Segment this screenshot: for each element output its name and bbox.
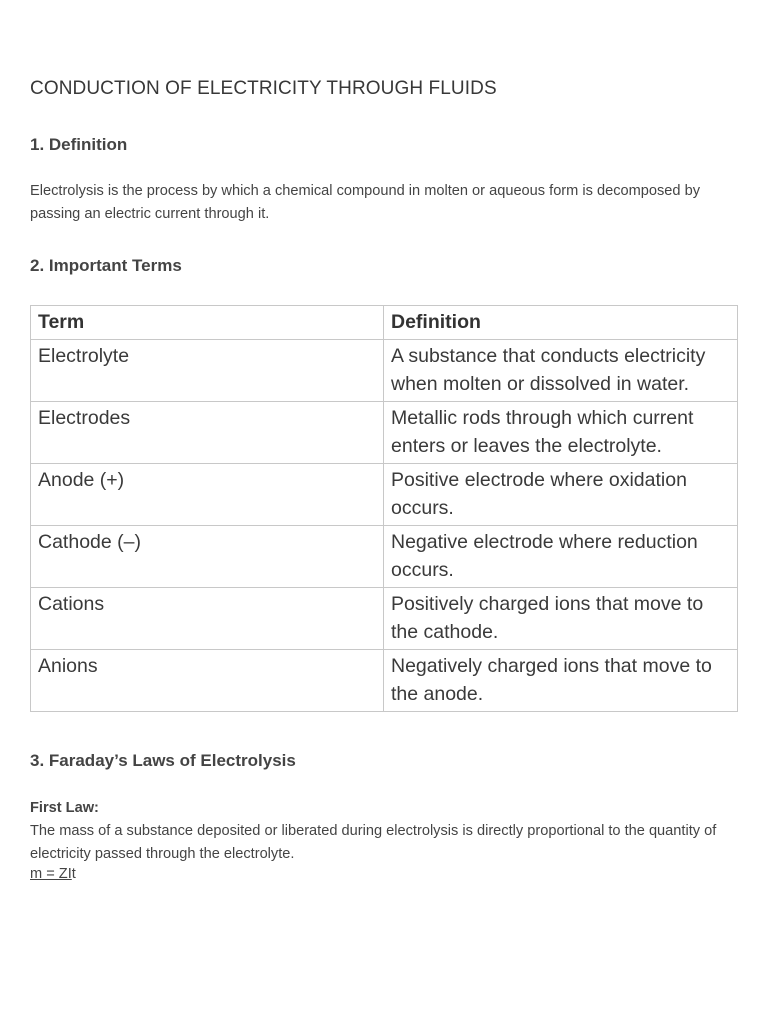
table-row xyxy=(31,650,738,712)
table-row xyxy=(31,340,738,402)
section-heading-definition: 1. Definition xyxy=(30,135,128,154)
document-title: CONDUCTION OF ELECTRICITY THROUGH FLUIDS xyxy=(30,78,497,99)
definition-cell: Negative electrode where reduction occurs. xyxy=(384,526,738,588)
table-row xyxy=(31,464,738,526)
term-cell: Anions xyxy=(31,650,384,712)
first-law-label: First Law: xyxy=(30,800,99,816)
term-cell: Electrodes xyxy=(31,402,384,464)
terms-table xyxy=(30,305,738,712)
definition-cell: A substance that conducts electricity when molten or dissolved in water. xyxy=(384,340,738,402)
table-row xyxy=(31,588,738,650)
definition-cell: Positive electrode where oxidation occurs. xyxy=(384,464,738,526)
formula-main: m = ZI xyxy=(30,866,72,882)
term-cell: Anode (+) xyxy=(31,464,384,526)
first-law-paragraph: The mass of a substance deposited or liberated during electrolysis is directly proportional to the quantity of electricity passed through the electrolyte. xyxy=(30,823,717,862)
section-heading-important-terms: 2. Important Terms xyxy=(30,256,182,275)
section-heading-faradays-laws: 3. Faraday’s Laws of Electrolysis xyxy=(30,751,296,770)
formula-tail: t xyxy=(71,866,76,882)
definition-paragraph: Electrolysis is the process by which a chemical compound in molten or aqueous form is decomposed by passing an electric current through it. xyxy=(30,183,701,222)
definition-cell: Negatively charged ions that move to the anode. xyxy=(384,650,738,712)
term-cell: Cations xyxy=(31,588,384,650)
first-law-formula xyxy=(30,866,76,882)
table-row xyxy=(31,402,738,464)
term-cell: Cathode (–) xyxy=(31,526,384,588)
column-header-definition: Definition xyxy=(384,306,738,340)
table-header-row xyxy=(31,306,738,340)
term-cell: Electrolyte xyxy=(31,340,384,402)
column-header-term: Term xyxy=(31,306,384,340)
definition-cell: Metallic rods through which current enters or leaves the electrolyte. xyxy=(384,402,738,464)
table-row xyxy=(31,526,738,588)
definition-cell: Positively charged ions that move to the cathode. xyxy=(384,588,738,650)
